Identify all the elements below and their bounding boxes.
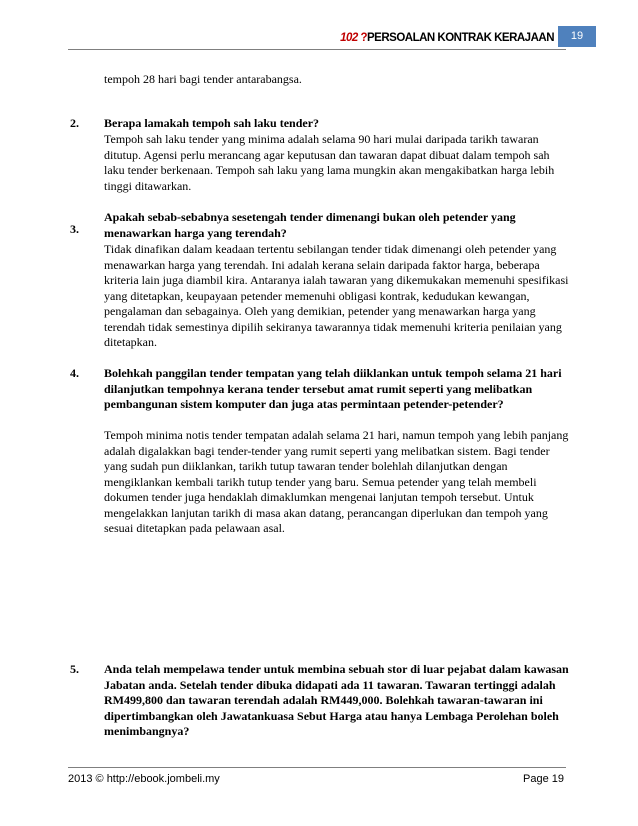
item-number-3: 3. (70, 222, 79, 236)
item-number-2: 2. (70, 116, 79, 130)
header-divider (68, 49, 566, 50)
header-number: 102 (340, 32, 358, 44)
question-4: Bolehkah panggilan tender tempatan yang telah diiklankan untuk tempoh selama 21 hari dilanjutkan tempohnya kerana tender tersebut amat rumit seperti yang melibatkan pembangunan sistem komputer dan juga atas permintaan petender-petender? (104, 366, 562, 411)
item-number-4: 4. (70, 366, 79, 380)
header-title (340, 32, 554, 44)
header-question-mark: ? (360, 32, 368, 44)
answer-3: Tidak dinafikan dalam keadaan tertentu sebilangan tender tidak dimenangi oleh petender yang menawarkan harga yang terendah. Ini adalah kerana selain daripada faktor harga, beberapa kriteria lain juga diambil kira. Antaranya ialah tawaran yang dikemukakan memenuhi spesifikasi yang ditetapkan, keupayaan petender memenuhi obligasi kontrak, kedudukan kewangan, pengalaman dan sebagainya. Oleh yang demikian, petender yang menawarkan harga yang terendah tidak semestinya dipilih sekiranya tawarannya tidak memenuhi kriteria penilaian yang ditetapkan. (104, 242, 569, 349)
answer-2: Tempoh sah laku tender yang minima adalah selama 90 hari mulai daripada tarikh tawaran ditutup. Agensi perlu merancang agar keputusan dan tawaran dapat dibuat dalam tempoh sah laku tender berkenaan. Tempoh sah laku yang lama mungkin akan mengakibatkan harga lebih tinggi ditawarkan. (104, 132, 555, 193)
footer-divider (68, 767, 566, 768)
page-number-badge: 19 (558, 26, 596, 47)
answer-4: Tempoh minima notis tender tempatan adalah selama 21 hari, namun tempoh yang lebih panjang adalah digalakkan bagi tender-tender yang rumit seperti yang melibatkan sistem. Bagi tender yang sudah pun diiklankan, tarikh tutup tawaran tender bolehlah dilanjutkan dengan mengiklankan kembali tarikh tutup tender yang baru. Semua petender yang telah membeli dokumen tender juga hendaklah dimaklumkan mengenai lanjutan tempoh tersebut. Untuk mengelakkan lanjutan tarikh di masa akan datang, perancangan diperlukan dan tempoh yang sesuai ditetapkan pada pelawaan asal. (104, 428, 569, 535)
item-number-5: 5. (70, 662, 79, 676)
footer-copyright: 2013 © http://ebook.jombeli.my (68, 773, 220, 785)
question-2: Berapa lamakah tempoh sah laku tender? (104, 116, 320, 130)
footer-page-number: Page 19 (523, 773, 564, 785)
question-3: Apakah sebab-sebabnya sesetengah tender dimenangi bukan oleh petender yang menawarkan harga yang terendah? (104, 210, 516, 240)
intro-text: tempoh 28 hari bagi tender antarabangsa. (104, 72, 302, 86)
header-title-text: PERSOALAN KONTRAK KERAJAAN (367, 32, 554, 44)
question-5: Anda telah mempelawa tender untuk membina sebuah stor di luar pejabat dalam kawasan Jabatan anda. Setelah tender dibuka didapati ada 11 tawaran. Tawaran tertinggi adalah RM499,800 dan tawaran terendah adalah RM449,000. Bolehkah tawaran-tawaran ini dipertimbangkan oleh Jawatankuasa Sebut Harga atau hanya Lembaga Perolehan boleh menimbangnya? (104, 662, 569, 738)
